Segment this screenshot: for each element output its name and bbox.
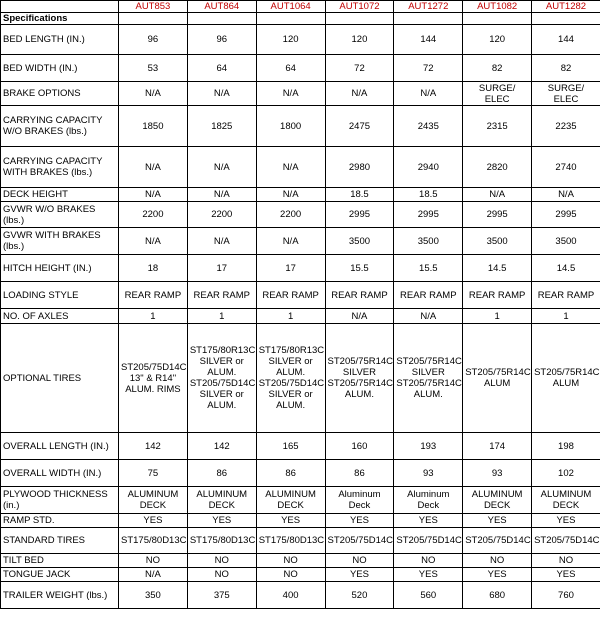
spec-value: 2940 [394, 147, 463, 188]
spec-value: N/A [119, 228, 188, 255]
spec-value: 142 [187, 433, 256, 460]
spec-value: 1 [187, 309, 256, 324]
spec-value: Aluminum Deck [325, 487, 394, 514]
spec-value: YES [256, 514, 325, 528]
spec-label: BED LENGTH (IN.) [1, 25, 119, 55]
spec-value: 2980 [325, 147, 394, 188]
spec-label: TILT BED [1, 554, 119, 568]
spec-value: 86 [187, 460, 256, 487]
spec-value: 72 [325, 55, 394, 82]
spec-value: NO [187, 568, 256, 582]
model-header: AUT864 [187, 1, 256, 13]
model-header: AUT1072 [325, 1, 394, 13]
spec-value: 560 [394, 582, 463, 609]
spec-label: TONGUE JACK [1, 568, 119, 582]
spec-row [1, 487, 600, 514]
spec-value: N/A [187, 228, 256, 255]
spec-value: YES [187, 514, 256, 528]
spec-value: 18.5 [325, 188, 394, 202]
spec-value: 93 [394, 460, 463, 487]
spec-value: ST175/80D13C [256, 528, 325, 554]
spec-row [1, 582, 600, 609]
spec-value: 18 [119, 255, 188, 282]
spec-value: REAR RAMP [463, 282, 532, 309]
spec-value: 96 [119, 25, 188, 55]
section-header: Specifications [1, 13, 119, 25]
spec-value: NO [187, 554, 256, 568]
spec-value: REAR RAMP [532, 282, 600, 309]
spec-value: N/A [119, 188, 188, 202]
spec-value: N/A [256, 147, 325, 188]
spec-value: N/A [325, 82, 394, 106]
spec-value: N/A [256, 228, 325, 255]
spec-value: N/A [394, 309, 463, 324]
spec-value: 2995 [532, 202, 600, 228]
spec-value: YES [394, 514, 463, 528]
spec-label: BRAKE OPTIONS [1, 82, 119, 106]
spec-value: NO [119, 554, 188, 568]
spec-value: 1 [532, 309, 600, 324]
spec-value: N/A [187, 82, 256, 106]
spec-value: 2995 [325, 202, 394, 228]
spec-value: 120 [463, 25, 532, 55]
spec-value: 1825 [187, 106, 256, 147]
spec-value: ST205/75R14C SILVER ST205/75R14C ALUM. [325, 324, 394, 433]
spec-value: YES [119, 514, 188, 528]
spec-value: 102 [532, 460, 600, 487]
spec-value: 2235 [532, 106, 600, 147]
spec-value: 350 [119, 582, 188, 609]
spec-row [1, 528, 600, 554]
spec-value: ST205/75D14C 13" & R14" ALUM. RIMS [119, 324, 188, 433]
spec-value: ST175/80R13C SILVER or ALUM. ST205/75D14C SILVER or ALUM. [187, 324, 256, 433]
spec-label: RAMP STD. [1, 514, 119, 528]
spec-row [1, 106, 600, 147]
spec-value: 14.5 [532, 255, 600, 282]
spec-value: 86 [325, 460, 394, 487]
spec-value: NO [532, 554, 600, 568]
spec-value: 86 [256, 460, 325, 487]
spec-label: CARRYING CAPACITY W/O BRAKES (lbs.) [1, 106, 119, 147]
model-header-row [1, 1, 600, 13]
spec-value: 75 [119, 460, 188, 487]
spec-value: N/A [463, 188, 532, 202]
spec-value: NO [325, 554, 394, 568]
spec-value: 3500 [463, 228, 532, 255]
spec-value: 2740 [532, 147, 600, 188]
spec-value: N/A [325, 309, 394, 324]
spec-label: PLYWOOD THICKNESS (in.) [1, 487, 119, 514]
spec-row [1, 228, 600, 255]
spec-value: REAR RAMP [256, 282, 325, 309]
spec-label: OVERALL LENGTH (IN.) [1, 433, 119, 460]
spec-value: N/A [119, 82, 188, 106]
spec-value: NO [394, 554, 463, 568]
spec-row [1, 460, 600, 487]
spec-label: TRAILER WEIGHT (lbs.) [1, 582, 119, 609]
spec-value: 2995 [394, 202, 463, 228]
spec-row [1, 568, 600, 582]
spec-label: OVERALL WIDTH (IN.) [1, 460, 119, 487]
spec-value: 2200 [256, 202, 325, 228]
spec-value: ST175/80R13C SILVER or ALUM. ST205/75D14C SILVER or ALUM. [256, 324, 325, 433]
model-header: AUT1064 [256, 1, 325, 13]
spec-value: N/A [187, 188, 256, 202]
spec-value: 93 [463, 460, 532, 487]
spec-label: GVWR W/O BRAKES (lbs.) [1, 202, 119, 228]
spec-row [1, 433, 600, 460]
spec-row [1, 255, 600, 282]
spec-value: 144 [532, 25, 600, 55]
spec-value: 96 [187, 25, 256, 55]
spec-value: 120 [325, 25, 394, 55]
spec-value: 680 [463, 582, 532, 609]
spec-value: NO [256, 568, 325, 582]
spec-value: 2315 [463, 106, 532, 147]
spec-value: N/A [187, 147, 256, 188]
spec-row [1, 309, 600, 324]
spec-value: 1 [119, 309, 188, 324]
spec-value: 2200 [187, 202, 256, 228]
spec-value: Aluminum Deck [394, 487, 463, 514]
spec-row [1, 55, 600, 82]
spec-value: 3500 [532, 228, 600, 255]
spec-row [1, 82, 600, 106]
spec-value: 375 [187, 582, 256, 609]
spec-value: ALUMINUM DECK [256, 487, 325, 514]
spec-value: 144 [394, 25, 463, 55]
spec-value: 2995 [463, 202, 532, 228]
spec-row [1, 324, 600, 433]
spec-value: NO [256, 554, 325, 568]
spec-value: 520 [325, 582, 394, 609]
spec-value: REAR RAMP [394, 282, 463, 309]
spec-value: 18.5 [394, 188, 463, 202]
spec-row [1, 147, 600, 188]
spec-value: N/A [119, 147, 188, 188]
spec-value: ST205/75D14C [325, 528, 394, 554]
spec-value: ST205/75R14C ALUM [463, 324, 532, 433]
spec-value: 64 [187, 55, 256, 82]
spec-value: 1 [256, 309, 325, 324]
spec-value: 82 [463, 55, 532, 82]
spec-value: ALUMINUM DECK [532, 487, 600, 514]
spec-value: YES [463, 568, 532, 582]
spec-value: N/A [256, 188, 325, 202]
spec-value: SURGE/ ELEC [463, 82, 532, 106]
spec-label: STANDARD TIRES [1, 528, 119, 554]
spec-value: 193 [394, 433, 463, 460]
spec-value: 142 [119, 433, 188, 460]
spec-value: 3500 [394, 228, 463, 255]
spec-value: NO [463, 554, 532, 568]
spec-row [1, 554, 600, 568]
spec-value: ALUMINUM DECK [187, 487, 256, 514]
spec-value: REAR RAMP [325, 282, 394, 309]
spec-value: 17 [187, 255, 256, 282]
spec-value: 1 [463, 309, 532, 324]
spec-value: 760 [532, 582, 600, 609]
spec-value: ALUMINUM DECK [463, 487, 532, 514]
spec-value: ST175/80D13C [187, 528, 256, 554]
spec-value: 160 [325, 433, 394, 460]
spec-value: 2200 [119, 202, 188, 228]
spec-value: YES [463, 514, 532, 528]
model-header: AUT1272 [394, 1, 463, 13]
spec-label: LOADING STYLE [1, 282, 119, 309]
model-header: AUT853 [119, 1, 188, 13]
spec-value: YES [532, 514, 600, 528]
spec-value: YES [532, 568, 600, 582]
spec-value: ST205/75R14C ALUM [532, 324, 600, 433]
spec-value: 82 [532, 55, 600, 82]
spec-value: 1800 [256, 106, 325, 147]
spec-label: BED WIDTH (IN.) [1, 55, 119, 82]
section-header-row [1, 13, 600, 25]
spec-value: 15.5 [394, 255, 463, 282]
model-header: AUT1282 [532, 1, 600, 13]
spec-label: CARRYING CAPACITY WITH BRAKES (lbs.) [1, 147, 119, 188]
spec-value: 72 [394, 55, 463, 82]
spec-value: REAR RAMP [119, 282, 188, 309]
spec-label: GVWR WITH BRAKES (lbs.) [1, 228, 119, 255]
spec-value: 400 [256, 582, 325, 609]
spec-value: ST175/80D13C [119, 528, 188, 554]
corner-cell [1, 1, 119, 13]
spec-value: N/A [256, 82, 325, 106]
spec-row [1, 25, 600, 55]
spec-value: 3500 [325, 228, 394, 255]
spec-value: 198 [532, 433, 600, 460]
spec-value: YES [394, 568, 463, 582]
spec-label: OPTIONAL TIRES [1, 324, 119, 433]
spec-value: ST205/75D14C [463, 528, 532, 554]
spec-row [1, 202, 600, 228]
spec-value: 165 [256, 433, 325, 460]
spec-value: 2435 [394, 106, 463, 147]
spec-value: N/A [532, 188, 600, 202]
spec-label: HITCH HEIGHT (IN.) [1, 255, 119, 282]
spec-value: YES [325, 514, 394, 528]
spec-row [1, 514, 600, 528]
spec-value: ST205/75D14C [532, 528, 600, 554]
spec-value: 53 [119, 55, 188, 82]
spec-label: NO. OF AXLES [1, 309, 119, 324]
spec-value: ST205/75R14C SILVER ST205/75R14C ALUM. [394, 324, 463, 433]
spec-value: 17 [256, 255, 325, 282]
model-header: AUT1082 [463, 1, 532, 13]
spec-value: 1850 [119, 106, 188, 147]
spec-value: 2820 [463, 147, 532, 188]
spec-value: YES [325, 568, 394, 582]
spec-value: 64 [256, 55, 325, 82]
spec-row [1, 282, 600, 309]
spec-value: 120 [256, 25, 325, 55]
spec-value: SURGE/ ELEC [532, 82, 600, 106]
spec-value: 2475 [325, 106, 394, 147]
spec-value: 15.5 [325, 255, 394, 282]
spec-label: DECK HEIGHT [1, 188, 119, 202]
spec-value: ST205/75D14C [394, 528, 463, 554]
spec-value: REAR RAMP [187, 282, 256, 309]
spec-value: 14.5 [463, 255, 532, 282]
spec-value: N/A [394, 82, 463, 106]
spec-row [1, 188, 600, 202]
spec-value: N/A [119, 568, 188, 582]
spec-value: ALUMINUM DECK [119, 487, 188, 514]
spec-value: 174 [463, 433, 532, 460]
